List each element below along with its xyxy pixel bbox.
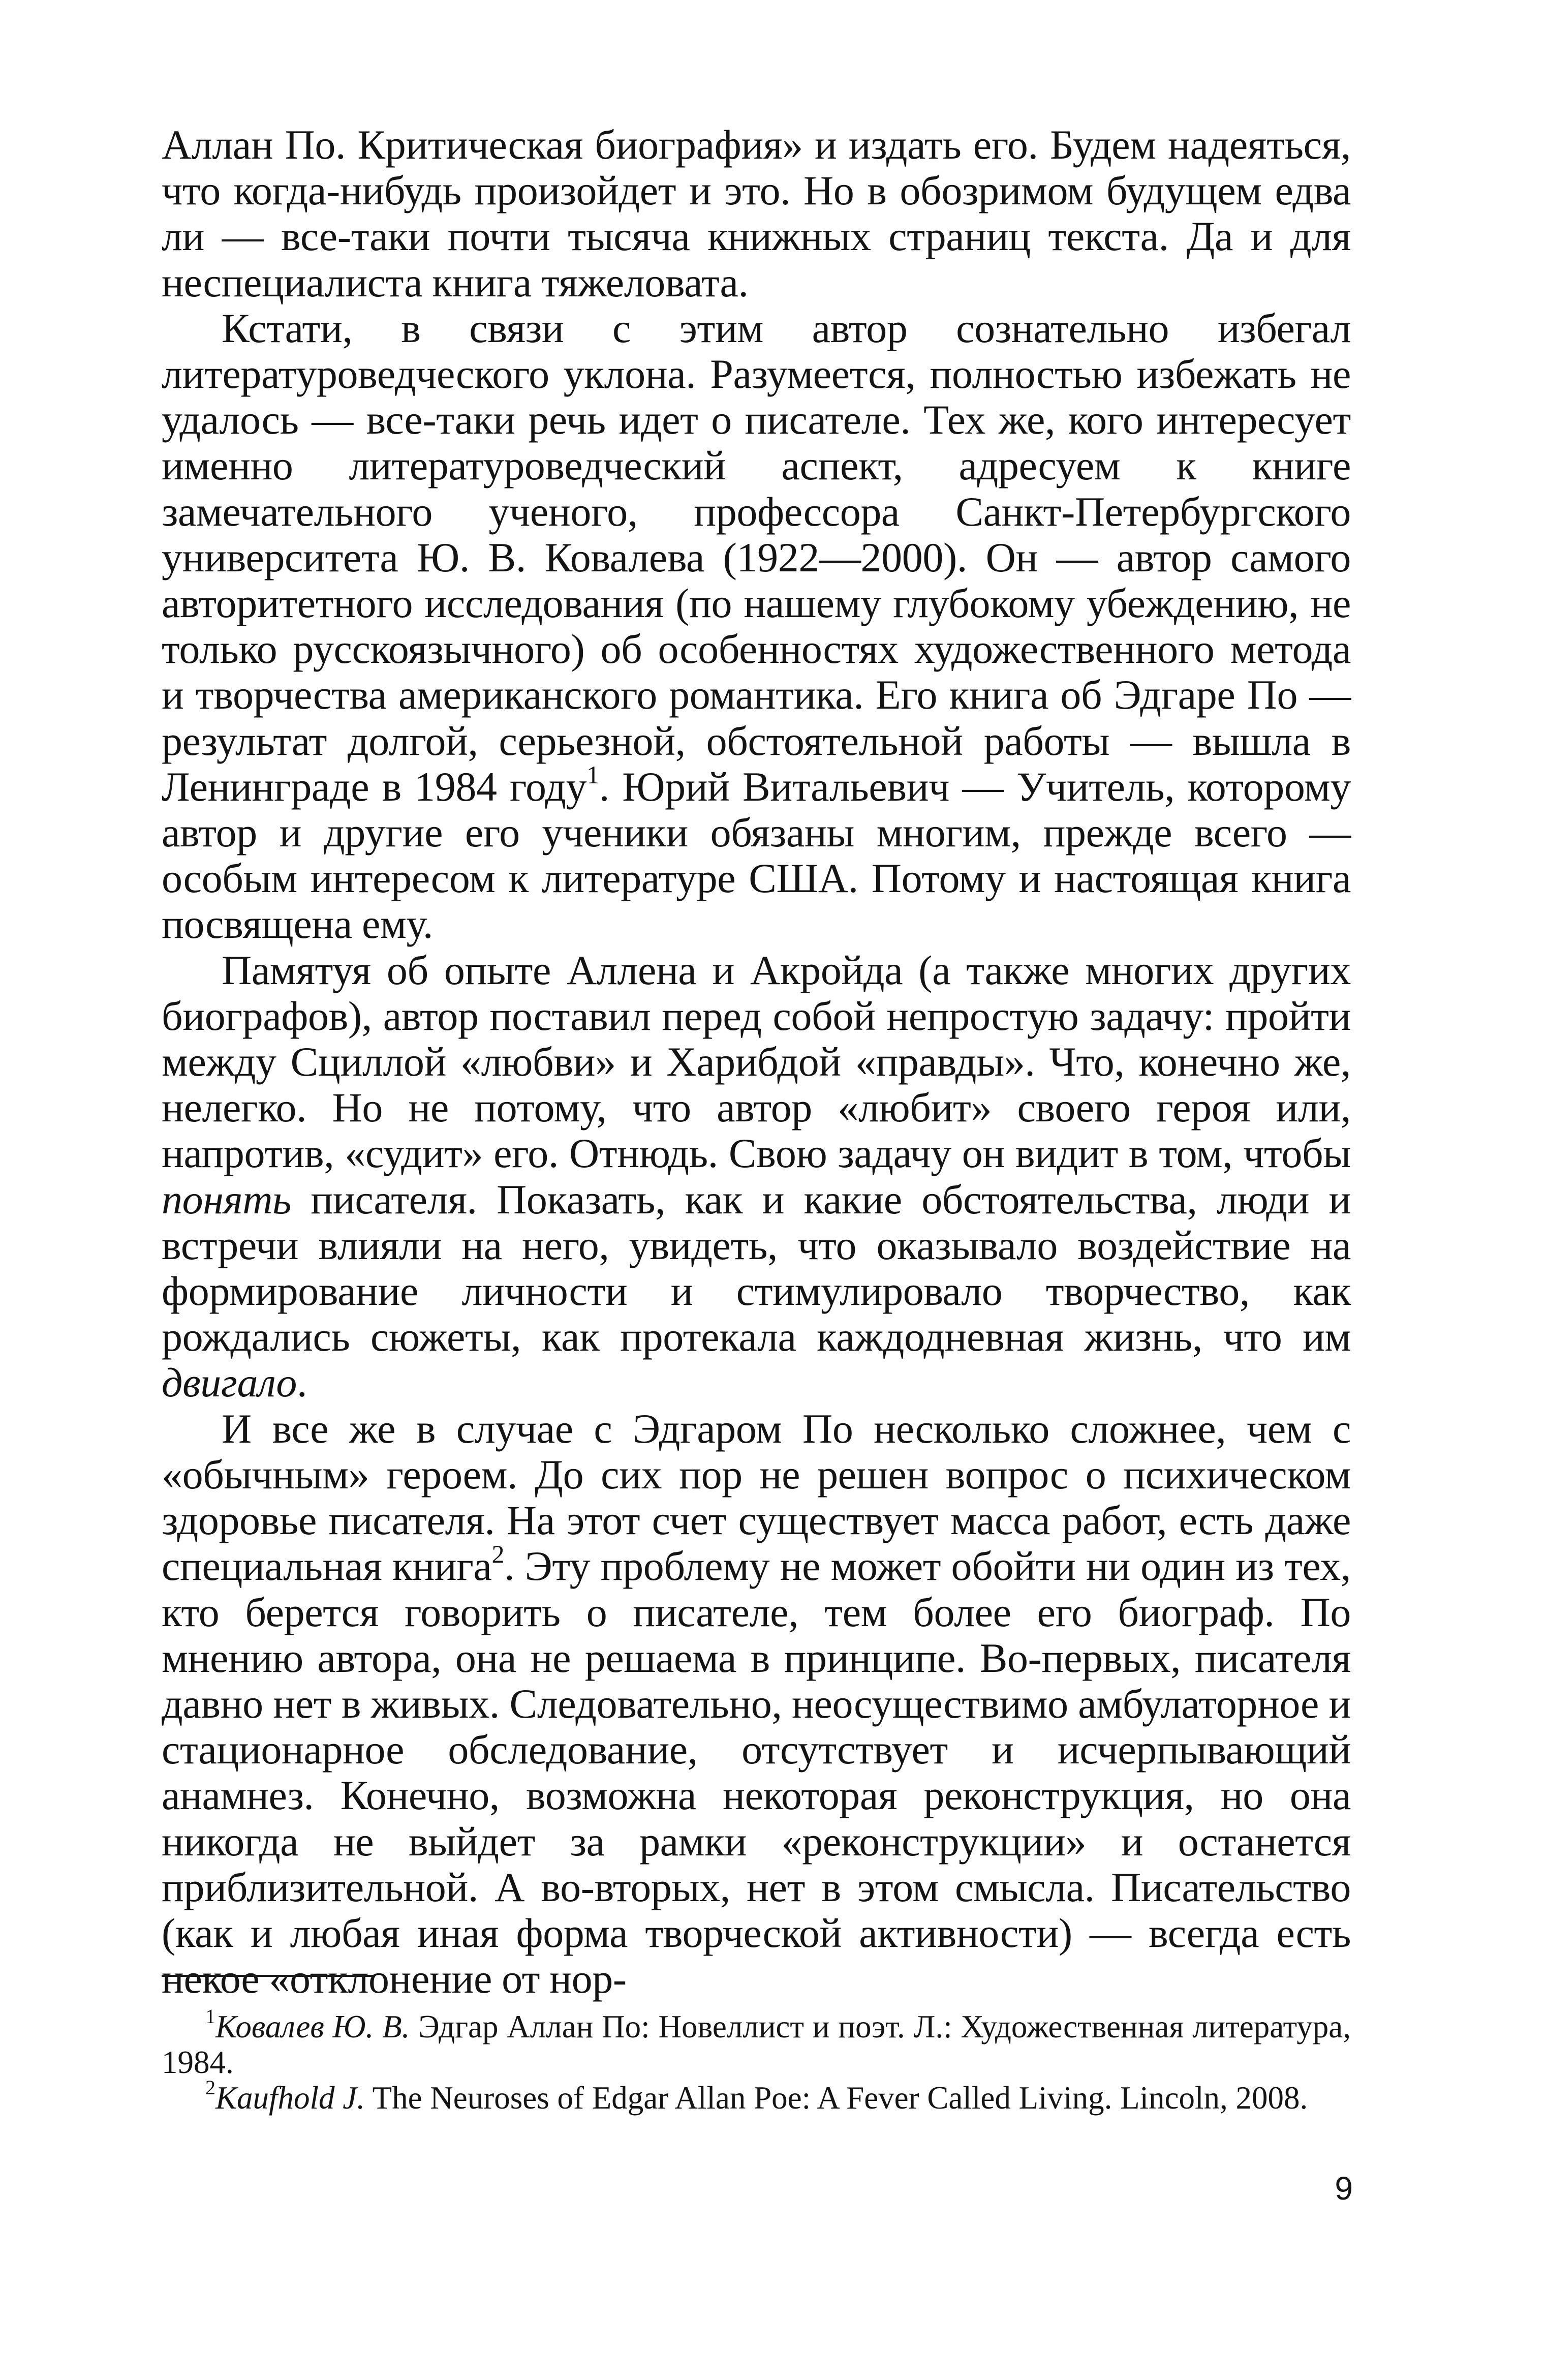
paragraph-3-text-part-3: . bbox=[297, 1359, 307, 1406]
paragraph-1 bbox=[162, 122, 1351, 306]
paragraph-3-text-part-1: Памятуя об опыте Аллена и Акройда (а также многих других биографов), автор поставил перед собой непростую задачу: пройти между Сциллой «любви» и Харибдой «правды». Что, конечно же, нелегко. Но не потому, что автор «любит» своего героя или, напротив, «судит» его. Отнюдь. Свою задачу он видит в том, чтобы bbox=[162, 947, 1351, 1177]
paragraph-2-text-part-1: Кстати, в связи с этим автор сознательно избегал литературоведческого уклона. Разумеется, полностью избежать не удалось — все-таки речь идет о писателе. Тех же, кого интересует именно литературоведческий аспект, адресуем к книге замечательного ученого, профессора Санкт-Петербургского университета Ю. В. Ковалева (1922—2000). Он — автор самого авторитетного исследования (по нашему глубокому убеждению, не только русскоязычного) об особенностях художественного метода и творчества американского романтика. Его книга об Эдгаре По — результат долгой, серьезной, обстоятельной работы — вышла в Ленинграде в 1984 году bbox=[162, 304, 1351, 810]
footnote-1-marker: 1 bbox=[205, 2005, 215, 2028]
footnote-reference-2: 2 bbox=[491, 1540, 505, 1569]
paragraph-3-text-part-2: писателя. Показать, как и какие обстоятельства, люди и встречи влияли на него, увидеть, что оказывало воздействие на формирование личности и стимулировало творчество, как рождались сюжеты, как протекала каждодневная жизнь, что им bbox=[162, 1176, 1351, 1360]
paragraph-1-text: Аллан По. Критическая биография» и издать его. Будем надеяться, что когда-нибудь произойдет и это. Но в обозримом будущем едва ли — все-таки почти тысяча книжных страниц текста. Да и для неспециалиста книга тяжеловата. bbox=[162, 121, 1351, 306]
body-text bbox=[162, 122, 1351, 2002]
footnotes bbox=[162, 2005, 1351, 2116]
footnote-reference-1: 1 bbox=[586, 760, 599, 789]
footnote-1 bbox=[162, 2005, 1351, 2080]
paragraph-4-text-part-2: . Эту проблему не может обойти ни один из тех, кто берется говорить о писателе, тем более его биограф. По мнению автора, она не решаема в принципе. Во-первых, писателя давно нет в живых. Следовательно, неосуществимо амбулаторное и стационарное обследование, отсутствует и исчерпывающий анамнез. Конечно, возможна некоторая реконструкция, но она никогда не выйдет за рамки «реконструкции» и останется приблизительной. А во-вторых, нет в этом смысла. Писательство (как и любая иная форма творческой активности) — всегда есть некое «отклонение от нор- bbox=[162, 1543, 1351, 2002]
footnote-1-text: Эдгар Аллан По: Новеллист и поэт. Л.: Художественная литература, 1984. bbox=[162, 2009, 1351, 2080]
footnote-2-marker: 2 bbox=[205, 2076, 215, 2099]
paragraph-3 bbox=[162, 948, 1351, 1406]
page-number: 9 bbox=[1335, 2170, 1353, 2207]
paragraph-2-text-part-2: . Юрий Витальевич — Учитель, которому автор и другие его ученики обязаны многим, прежде всего — особым интересом к литературе США. Потому и настоящая книга посвящена ему. bbox=[162, 763, 1351, 948]
paragraph-4-text-part-1: И все же в случае с Эдгаром По несколько сложнее, чем с «обычным» героем. До сих пор не решен вопрос о психическом здоровье писателя. На этот счет существует масса работ, есть даже специальная книга bbox=[162, 1405, 1351, 1590]
footnote-2 bbox=[162, 2076, 1351, 2116]
emphasis-ponyat: понять bbox=[162, 1176, 291, 1223]
footnote-separator bbox=[162, 1975, 375, 1977]
footnote-2-author: Kaufhold J. bbox=[215, 2080, 365, 2116]
paragraph-4 bbox=[162, 1406, 1351, 2002]
footnote-1-author: Ковалев Ю. В. bbox=[215, 2009, 410, 2045]
paragraph-2 bbox=[162, 306, 1351, 948]
footnote-2-text: The Neuroses of Edgar Allan Poe: A Fever Called Living. Lincoln, 2008. bbox=[365, 2080, 1308, 2116]
book-page bbox=[162, 122, 1351, 2298]
emphasis-dvigalo: двигало bbox=[162, 1359, 297, 1406]
